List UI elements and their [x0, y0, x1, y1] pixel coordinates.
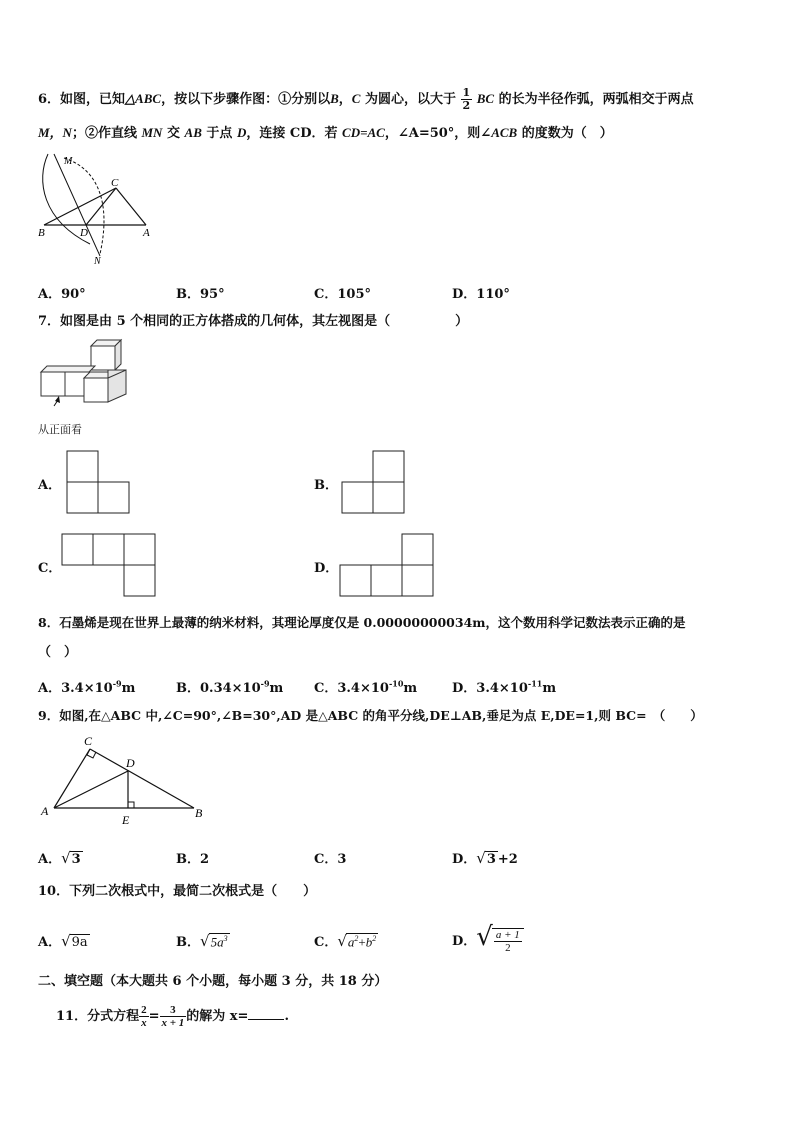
option-unit: m [403, 681, 418, 696]
radicand [492, 928, 524, 954]
option-exponent: -10 [388, 678, 404, 689]
q6-text: 为圆心，以大于 [364, 92, 456, 107]
q7-arrow-head [55, 396, 60, 403]
option-letter: D． [452, 934, 477, 949]
option-letter: A． [38, 935, 62, 950]
q7-option-c-letter[interactable]: C． [38, 561, 62, 576]
q10-option-c[interactable] [314, 931, 378, 950]
q6-condition: CD=AC [342, 125, 385, 140]
option-base: 0.34×10 [200, 681, 261, 696]
radicand [209, 933, 230, 950]
plus-sign: + [358, 934, 366, 949]
q6-text: ；②作直线 [71, 126, 137, 141]
option-exponent: -9 [260, 678, 270, 689]
option-letter: B． [176, 935, 200, 950]
frac-num: 3 [160, 1004, 187, 1017]
option-letter: D． [452, 681, 477, 696]
q10-option-b[interactable] [176, 931, 230, 950]
q6-option-b[interactable]: B．95° [176, 287, 225, 302]
q7-cube-1 [41, 372, 65, 396]
q8-option-a[interactable] [38, 677, 135, 696]
q7-option-d-letter[interactable]: D． [314, 561, 339, 576]
radicand-base: 5a [210, 934, 224, 949]
q6-label-c: C [111, 177, 119, 189]
q7-b-square [342, 482, 373, 513]
q6-text: ，∠A=50°，则∠ [384, 126, 492, 141]
q7-a-square [98, 482, 129, 513]
q9-label-b: B [195, 806, 203, 820]
q6-text: 的度数为（ ） [521, 126, 613, 141]
q6-line-mn [54, 154, 100, 256]
radicand: 3 [71, 852, 81, 867]
term-a: a [347, 934, 355, 949]
q9-option-c[interactable] [314, 848, 346, 867]
q8-option-d[interactable] [452, 677, 556, 696]
sqrt-icon: √ [476, 922, 493, 952]
q10-stem: 10．下列二次根式中，最简二次根式是（ ） [38, 884, 317, 899]
option-base: 3.4×10 [61, 681, 113, 696]
q7-option-b-letter[interactable]: B． [314, 478, 338, 493]
q6-arc-right [64, 158, 104, 254]
q6-label-d: D [80, 227, 88, 239]
option-unit: m [542, 681, 557, 696]
q6-text: ，连接 CD．若 [246, 126, 338, 141]
sqrt-icon: √ [61, 932, 71, 950]
option-letter: A． [38, 681, 62, 696]
q7-cube-row-top [41, 366, 95, 372]
option-letter: D． [452, 852, 477, 867]
q6-text: ，按以下步骤作图：①分别以 [161, 92, 331, 107]
q6-label-a: A [143, 227, 150, 239]
frac-num: a + 1 [495, 929, 520, 941]
q7-option-a-figure[interactable] [66, 450, 132, 514]
option-tail: +2 [497, 852, 518, 867]
q6-label-b: B [38, 227, 45, 239]
q9-stem: 9．如图,在△ABC 中,∠C=90°,∠B=30°,AD 是△ABC 的角平分线,DE⊥AB,垂足为点 E,DE=1,则 BC= （ ） [38, 708, 703, 723]
option-letter: C． [314, 681, 338, 696]
q7-b-square [373, 482, 404, 513]
q6-line-mn: MN [141, 125, 163, 140]
option-value: 3 [337, 852, 347, 867]
q7-c-square [124, 565, 155, 596]
exponent-a: 2 [354, 933, 359, 943]
q6-angle-acb: ACB [491, 125, 518, 140]
q7-stem: 7．如图是由 5 个相同的正方体搭成的几何体，其左视图是（ ） [38, 314, 469, 329]
option-letter: A． [38, 852, 62, 867]
q7-a-square [67, 451, 98, 482]
q9-option-b[interactable] [176, 848, 209, 867]
q11-fraction-2 [160, 1004, 187, 1029]
q7-d-square [402, 534, 433, 565]
option-letter: B． [176, 681, 200, 696]
q7-option-d-figure[interactable] [339, 533, 435, 597]
q7-cube-3 [84, 378, 108, 402]
option-exponent: -9 [112, 678, 122, 689]
frac-den: x + 1 [161, 1017, 185, 1029]
q6-point-b: B [330, 91, 339, 106]
option-base: 3.4×10 [476, 681, 528, 696]
q6-text: 于点 [206, 126, 233, 141]
q7-c-square [62, 534, 93, 565]
option-base: 3.4×10 [337, 681, 389, 696]
radicand-exponent: 3 [223, 933, 228, 943]
q8-stem: 8．石墨烯是现在世界上最薄的纳米材料，其理论厚度仅是 0.00000000034m，这个数用科学记数法表示正确的是 [38, 615, 686, 630]
q7-d-square [340, 565, 371, 596]
option-letter: C． [314, 852, 338, 867]
q6-label-m: M [64, 156, 73, 167]
q7-view-label: 从正面看 [38, 423, 82, 436]
term-b: b [365, 934, 373, 949]
frac-den: 2 [505, 942, 511, 954]
q6-option-c[interactable]: C．105° [314, 287, 371, 302]
q6-segment-cd [86, 188, 116, 225]
q9-option-a[interactable] [38, 848, 83, 867]
q6-text: 6．如图，已知 [38, 92, 126, 107]
q9-label-c: C [84, 734, 93, 748]
q8-option-c[interactable] [314, 677, 417, 696]
radicand: 3 [486, 852, 496, 867]
q7-b-square [373, 451, 404, 482]
q6-segment-bc: BC [476, 91, 495, 106]
q7-option-b-figure[interactable] [341, 450, 407, 514]
q11-prefix: 11．分式方程 [56, 1009, 140, 1024]
q11-fraction-1 [139, 1004, 149, 1029]
q6-figure [34, 150, 164, 270]
q10-option-d[interactable] [452, 922, 524, 954]
q8-option-b[interactable] [176, 677, 283, 696]
q6-line1 [38, 87, 694, 112]
q6-segment-ca [116, 188, 146, 225]
q6-label-n: N [94, 256, 101, 267]
sqrt-icon: √ [61, 849, 71, 867]
q7-d-square [402, 565, 433, 596]
q6-text: 交 [166, 126, 180, 141]
q6-point-d: D [236, 125, 247, 140]
q9-right-angle-e [128, 802, 134, 808]
radicand-fraction [494, 929, 522, 954]
frac-den: x [141, 1017, 147, 1029]
q11-end: . [284, 1009, 289, 1024]
q6-points-mn: M，N [38, 125, 72, 140]
q7-d-square [371, 565, 402, 596]
answer-blank[interactable] [248, 1007, 284, 1020]
q9-figure [36, 733, 216, 829]
sqrt-icon: √ [337, 932, 347, 950]
q6-text: ， [338, 92, 352, 107]
frac-num: 2 [141, 1004, 147, 1016]
q8-paren: （ ） [38, 645, 78, 660]
q6-segment-bc [44, 188, 116, 225]
q6-triangle: △ABC [125, 91, 162, 106]
option-exponent: -11 [527, 678, 543, 689]
q6-point-c: C [351, 91, 361, 106]
q7-c-square [93, 534, 124, 565]
sqrt-icon: √ [200, 932, 210, 950]
q10-option-a[interactable] [38, 931, 90, 950]
q6-segment-ab: AB [184, 125, 202, 140]
q6-option-d[interactable]: D．110° [452, 287, 510, 302]
q11 [56, 1004, 289, 1029]
option-letter: B． [176, 852, 200, 867]
section-2-title: 二、填空题（本大题共 6 个小题，每小题 3 分，共 18 分） [38, 974, 388, 989]
frac-den: 2 [462, 99, 471, 112]
option-unit: m [269, 681, 284, 696]
q9-label-d: D [126, 756, 135, 770]
q11-suffix: 的解为 x= [186, 1009, 249, 1024]
q6-line2 [38, 123, 613, 144]
q7-solid-figure [36, 338, 132, 408]
q7-cube-top-side [115, 340, 121, 370]
q6-fraction-half [461, 87, 473, 112]
q9-label-e: E [122, 813, 130, 827]
frac-num: 1 [462, 86, 471, 99]
q9-option-d[interactable] [452, 848, 518, 867]
q9-segment-cb [90, 749, 194, 808]
radicand [346, 933, 378, 950]
exponent-b: 2 [372, 933, 377, 943]
option-unit: m [121, 681, 136, 696]
q6-option-a[interactable]: A．90° [38, 287, 86, 302]
sqrt-icon: √ [476, 849, 486, 867]
option-value: 2 [200, 852, 210, 867]
q6-text: 的长为半径作弧，两弧相交于两点 [498, 92, 694, 107]
equals-sign: = [148, 1009, 160, 1024]
q7-a-square [67, 482, 98, 513]
q9-label-a: A [41, 804, 49, 818]
radicand: 9a [71, 935, 88, 950]
q7-option-c-figure[interactable] [61, 533, 157, 597]
q7-option-a-letter[interactable]: A． [38, 478, 62, 493]
q7-c-square [124, 534, 155, 565]
option-letter: C． [314, 935, 338, 950]
